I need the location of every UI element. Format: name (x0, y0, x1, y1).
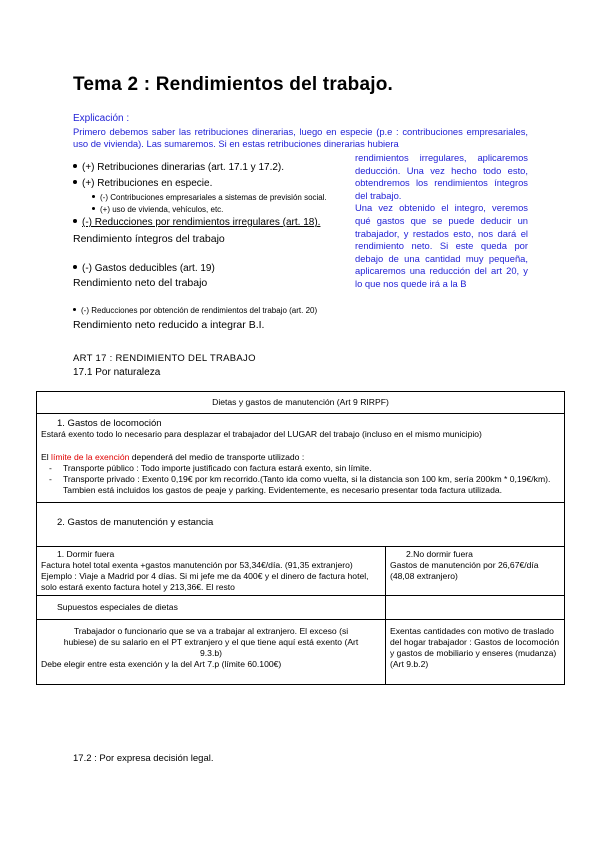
scheme-item: (-) Reducciones por obtención de rendimientos del trabajo (art. 20) (73, 305, 317, 317)
table-row (37, 620, 565, 685)
table-header: Dietas y gastos de manutención (Art 9 RIRPF) (37, 392, 565, 414)
dormir-fuera-example: Ejemplo : Viaje a Madrid por 4 días. Si mi jefe me da 400€ y el dinero de factura hotel, solo estará exento factura hotel y 213,36€. El resto (41, 571, 369, 592)
scheme-result: Rendimiento neto del trabajo (73, 277, 208, 289)
dormir-fuera-cell (37, 547, 386, 596)
explanation-intro: Primero debemos saber las retribuciones dinerarias, luego en especie (p.e : contribuciones empresariales, uso de vivienda). Las sumaremos. Si en estas retribuciones dinerarias hubiera (73, 126, 528, 150)
supuestos-text: Trabajador o funcionario que se va a trabajar al extranjero. El exceso (si hubiese) de su salario en el PT extranjero y el que tiene aquí está exento (Art 9.3.b) (63, 626, 359, 658)
dormir-fuera-text: Factura hotel total exenta +gastos manutención por 53,34€/día. (91,35 extranjero) (41, 560, 353, 570)
bullet-icon (92, 195, 95, 198)
bullet-icon (73, 265, 77, 269)
locomocion-text: Estará exento todo lo necesario para desplazar el trabajador del LUGAR del trabajo (incluso en el mismo municipio) (41, 429, 482, 439)
supuestos-choice: Debe elegir entre esta exención y la del Art 7.p (límite 60.100€) (41, 659, 282, 669)
manutencion-title: 2. Gastos de manutención y estancia (37, 503, 565, 547)
scheme-subitem: (-) Contribuciones empresariales a sistemas de previsión social. (92, 192, 327, 204)
footer-note: 17.2 : Por expresa decisión legal. (73, 753, 214, 764)
explanation-side (355, 152, 528, 291)
supuestos-title: Supuestos especiales de dietas (37, 596, 386, 620)
table-row (37, 392, 565, 414)
locomocion-public: - Transporte público : Todo importe justificado con factura estará exento, sin límite. (41, 463, 560, 474)
table-row (37, 414, 565, 503)
scheme-result: Rendimiento íntegros del trabajo (73, 233, 225, 245)
dietas-table (36, 391, 565, 685)
table-row (37, 547, 565, 596)
scheme-item: (-) Reducciones por rendimientos irregulares (art. 18). (73, 217, 320, 229)
table-row (37, 503, 565, 547)
bullet-icon (73, 180, 77, 184)
table-row (37, 596, 565, 620)
bullet-icon (73, 164, 77, 168)
explanation-side-1: rendimientos irregulares, aplicaremos deducción. Una vez hecho todo esto, obtendremos los rendimientos íntegros del trabajo. (355, 152, 528, 201)
section-heading: ART 17 : RENDIMIENTO DEL TRABAJO (73, 353, 256, 364)
scheme-item: (-) Gastos deducibles (art. 19) (73, 263, 215, 275)
exentas-cell: Exentas cantidades con motivo de traslado del hogar trabajador : Gastos de locomoción y gastos de mobiliario y enseres (mudanza) (Art 9.b.2) (386, 620, 565, 685)
no-dormir-fuera-text: Gastos de manutención por 26,67€/día (48,08 extranjero) (390, 560, 539, 581)
page-title: Tema 2 : Rendimientos del trabajo. (73, 74, 394, 95)
bullet-icon (73, 219, 77, 223)
scheme-subitem: (+) uso de vivienda, vehículos, etc. (92, 204, 223, 216)
supuestos-cell (37, 620, 386, 685)
locomocion-cell (37, 414, 565, 503)
scheme-item: (+) Retribuciones dinerarias (art. 17.1 y 17.2). (73, 162, 284, 174)
bullet-icon (92, 207, 95, 210)
locomocion-title: 1. Gastos de locomoción (57, 418, 162, 429)
scheme-item: (+) Retribuciones en especie. (73, 178, 212, 190)
no-dormir-fuera-title: 2.No dormir fuera (406, 549, 473, 559)
explanation-label: Explicación : (73, 113, 130, 124)
bullet-icon (73, 308, 76, 311)
locomocion-private: - Transporte privado : Exento 0,19€ por km recorrido.(Tanto ida como vuelta, si la distancia son 100 km, sería 200km * 0,19€/km). Tambien está incluidos los gastos de peaje y parking. Evidentemente, es necesario presentar toda factura utilizada. (41, 474, 560, 496)
dormir-fuera-title: 1. Dormir fuera (57, 549, 115, 559)
explanation-side-2: Una vez obtenido el integro, veremos qué gastos que se puede deducir un trabajador, y restados esto, nos dará el rendimiento neto. Si este queda por debajo de una cantidad muy pequeña, aplicaremos una reducción del art 20, y lo que nos quede irá a la B (355, 202, 528, 289)
no-dormir-fuera-cell (386, 547, 565, 596)
empty-cell (386, 596, 565, 620)
scheme-result: Rendimiento neto reducido a integrar B.I. (73, 319, 265, 331)
section-subheading: 17.1 Por naturaleza (73, 367, 161, 378)
locomocion-limit: El límite de la exención dependerá del medio de transporte utilizado : (41, 452, 305, 462)
